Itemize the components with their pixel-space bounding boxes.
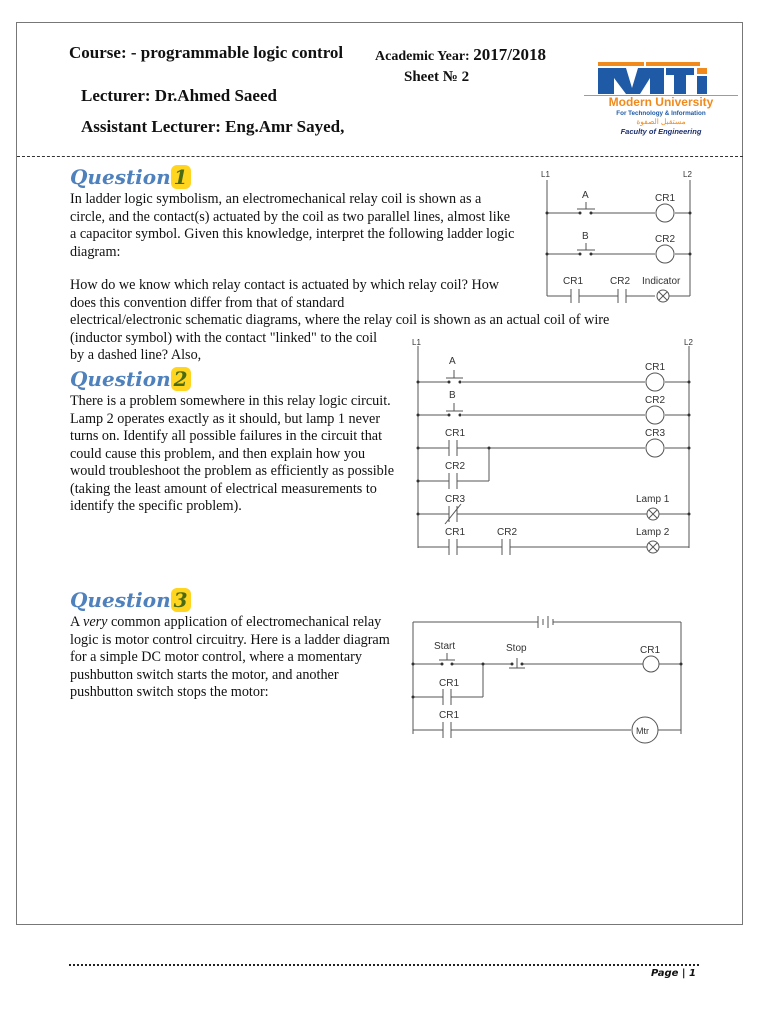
question-2-ladder-diagram [405,336,705,556]
question-number-badge: 3 [171,588,191,612]
svg-text:CR1: CR1 [439,678,460,689]
svg-text:L2: L2 [683,170,692,179]
svg-text:CR2: CR2 [610,276,631,287]
svg-text:مستقبل الصفوة: مستقبل الصفوة [636,117,686,126]
university-logo [584,58,738,138]
assistant-lecturer: Assistant Lecturer: Eng.Amr Sayed, [81,117,345,136]
svg-text:Lamp 2: Lamp 2 [636,527,670,538]
svg-text:L1: L1 [412,338,421,347]
svg-text:Modern University: Modern University [608,95,714,109]
svg-text:Mtr: Mtr [636,726,649,736]
svg-text:CR2: CR2 [445,461,466,472]
question-2-title: Question 2 [70,367,191,391]
svg-text:Faculty of Engineering: Faculty of Engineering [620,127,702,136]
svg-text:CR1: CR1 [445,527,466,538]
svg-text:A: A [449,356,456,367]
header-separator [17,156,743,157]
question-3-title: Question 3 [70,588,191,612]
academic-year-label: Academic Year: [375,49,470,64]
question-2-text [70,393,400,516]
svg-text:L1: L1 [541,170,550,179]
svg-text:Stop: Stop [506,643,527,654]
svg-text:CR1: CR1 [563,276,584,287]
svg-text:Start: Start [434,641,456,652]
lecturer: Lecturer: Dr.Ahmed Saeed [81,86,277,105]
svg-text:Lamp 1: Lamp 1 [636,494,670,505]
sheet-number: Sheet № 2 [404,69,470,85]
question-1-paragraph-2: How do we know which relay contact is actuated by which relay coil? How does this convention differ from that of standard electrical/electronic schematic diagrams, where the relay coil is shown as an actual coil of wire (inductor symbol) with the contact "linked" to the coil by a dashed line? Also, [70,277,610,363]
svg-text:B: B [449,390,456,401]
page-number: Page | 1 [651,968,696,979]
academic-year-value: 2017/2018 [473,45,546,64]
svg-text:CR1: CR1 [655,193,676,204]
question-1-text [70,191,515,261]
question-number-badge: 1 [171,165,191,189]
svg-text:CR1: CR1 [640,645,661,656]
course-title: Course: - programmable logic control [69,43,344,62]
svg-text:CR1: CR1 [645,362,666,373]
svg-text:B: B [582,231,589,242]
svg-text:CR1: CR1 [445,428,466,439]
svg-text:CR1: CR1 [439,710,460,721]
svg-text:CR3: CR3 [645,428,666,439]
svg-text:CR2: CR2 [497,527,518,538]
question-1-paragraph: In ladder logic symbolism, an electromechanical relay coil is shown as a circle, and the contact(s) actuated by the coil as two parallel lines, almost like a capacitor symbol. Given this knowledge, interpret the following ladder logic diagram: [70,191,515,260]
question-1-ladder-diagram [535,168,705,303]
svg-text:For Technology & Information: For Technology & Information [616,110,706,117]
academic-year [375,45,546,65]
question-3-ladder-diagram [405,608,695,748]
svg-text:Indicator: Indicator [642,276,681,287]
svg-text:CR2: CR2 [655,234,676,245]
question-3-paragraph: A very common application of electromechanical relay logic is motor control circuitry. Here is a ladder diagram for a simple DC motor control, where a momentary pushbutton switch starts the motor, and another pushbutton switch stops the motor: [70,614,390,700]
svg-text:CR2: CR2 [645,395,666,406]
svg-text:CR3: CR3 [445,494,466,505]
question-2-paragraph: There is a problem somewhere in this relay logic circuit. Lamp 2 operates exactly as it should, but lamp 1 never turns on. Identify all possible failures in the circuit that could cause this problem, and then explain how you would troubleshoot the problem as efficiently as possible (taking the least amount of electrical measurements to identify the specific problem). [70,393,395,514]
question-number-badge: 2 [171,367,191,391]
footer-separator [69,964,699,966]
question-3-text [70,614,390,702]
svg-text:A: A [582,190,589,201]
question-1-title: Question 1 [70,165,191,189]
svg-text:L2: L2 [684,338,693,347]
